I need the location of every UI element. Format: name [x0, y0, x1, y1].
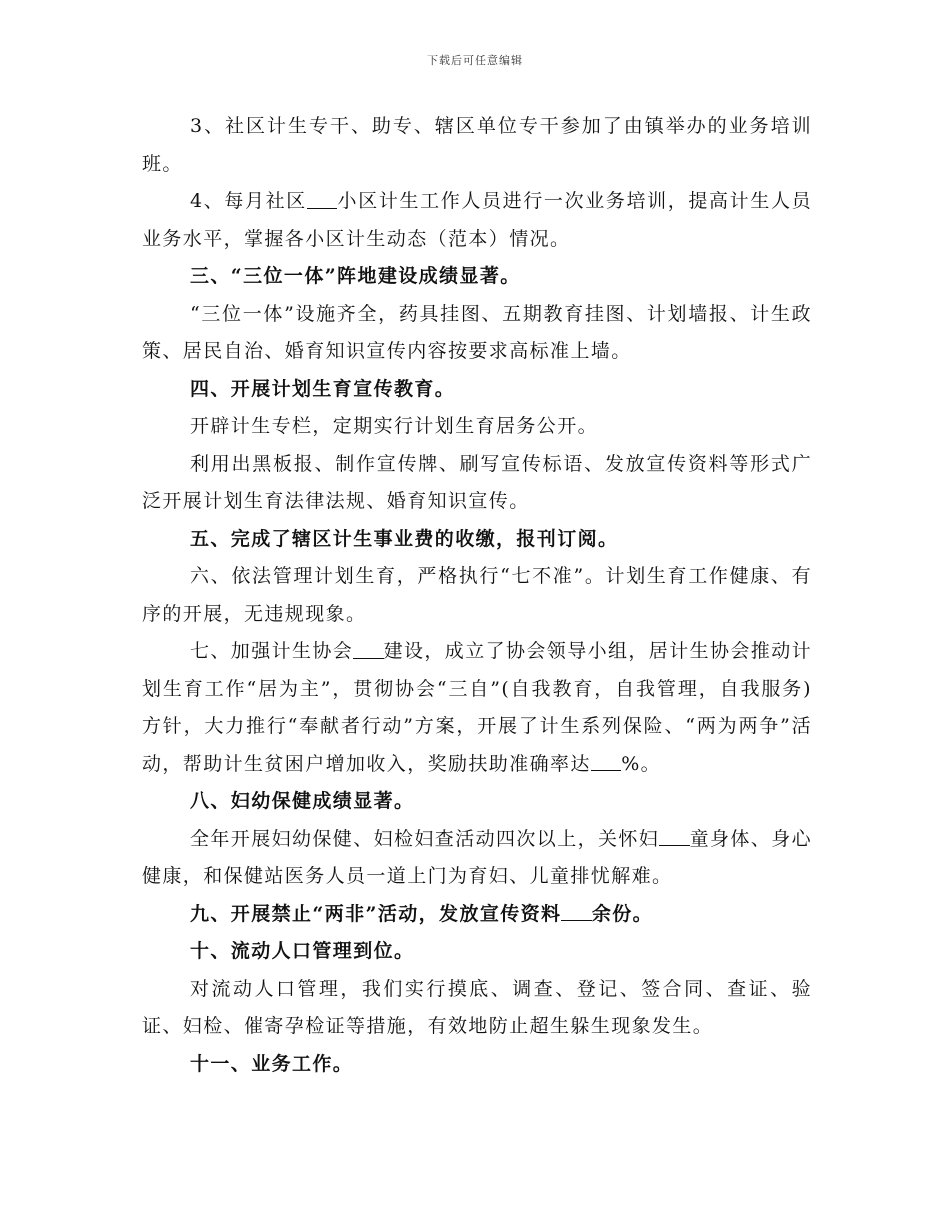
section-heading-11: 十一、业务工作。: [190, 1052, 354, 1075]
paragraph-section-8-start: 全年开展妇幼保健、妇检妇查活动四次以上，关怀妇: [190, 827, 660, 850]
fill-blank: [353, 639, 383, 659]
paragraph-zhuanlan: 开辟计生专栏，定期实行计划生育居务公开。: [190, 415, 599, 437]
paragraph-section-7-mid: 建设，成立了协会领导小组，居计生协会推动计划生育工作“居为主”，贯彻协会“三自”(自我教育，自我管理，自我服务)方针，大力推行“奉献者行动”方案，开展了计生系列保险、“两为两争”活动，帮助计生贫困户增加收入，奖励扶助准确率达: [142, 640, 812, 775]
paragraph-section-7-start: 七、加强计生协会: [190, 640, 354, 662]
paragraph-section-6: 六、依法管理计划生育，严格执行“七不准”。计划生育工作健康、有序的开展，无违规现象。: [142, 565, 812, 625]
document-body: [142, 108, 812, 1083]
paragraph-item-4-rest: 小区计生工作人员进行一次业务培训，提高计生人员业务水平，掌握各小区计生动态（范本）情况。: [142, 190, 812, 250]
fill-blank: [659, 826, 689, 846]
section-heading-8: 八、妇幼保健成绩显著。: [190, 790, 415, 812]
paragraph-item-4-start: 4、每月社区: [190, 190, 307, 212]
paragraph-section-8-rest: 童身体、身心健康，和保健站医务人员一道上门为育妇、儿童排忧解难。: [142, 827, 812, 887]
section-heading-9: [142, 896, 812, 934]
paragraph-sanwei: “三位一体”设施齐全，药具挂图、五期教育挂图、计划墙报、计生政策、居民自治、婚育知识宣传内容按要求高标准上墙。: [142, 302, 812, 362]
fill-blank: [591, 751, 621, 771]
paragraph-section-10: 对流动人口管理，我们实行摸底、调查、登记、签合同、查证、验证、妇检、催寄孕检证等措施，有效地防止超生躲生现象发生。: [142, 977, 812, 1037]
paragraph-section-8: [142, 821, 812, 896]
paragraph-item-3: 3、社区计生专干、助专、辖区单位专干参加了由镇举办的业务培训班。: [142, 115, 812, 175]
section-heading-9-end: 余份。: [591, 902, 654, 925]
section-heading-9-start: 九、开展禁止“两非”活动，发放宣传资料: [190, 902, 562, 925]
section-heading-5: 五、完成了辖区计生事业费的收缴，报刊订阅。: [190, 527, 619, 550]
section-heading-3: 三、“三位一体”阵地建设成绩显著。: [190, 265, 521, 287]
paragraph-heiban: 利用出黑板报、制作宣传牌、刷写宣传标语、发放宣传资料等形式广泛开展计划生育法律法规、婚育知识宣传。: [142, 452, 812, 512]
fill-blank: [561, 901, 591, 921]
section-heading-10: 十、流动人口管理到位。: [190, 940, 415, 962]
fill-blank: [307, 189, 337, 209]
paragraph-section-7: [142, 633, 812, 783]
section-heading-4: 四、开展计划生育宣传教育。: [190, 377, 456, 400]
paragraph-item-4: [142, 183, 812, 258]
paragraph-section-7-end: %。: [621, 752, 662, 775]
page-header-note: 下载后可任意编辑: [427, 54, 523, 67]
